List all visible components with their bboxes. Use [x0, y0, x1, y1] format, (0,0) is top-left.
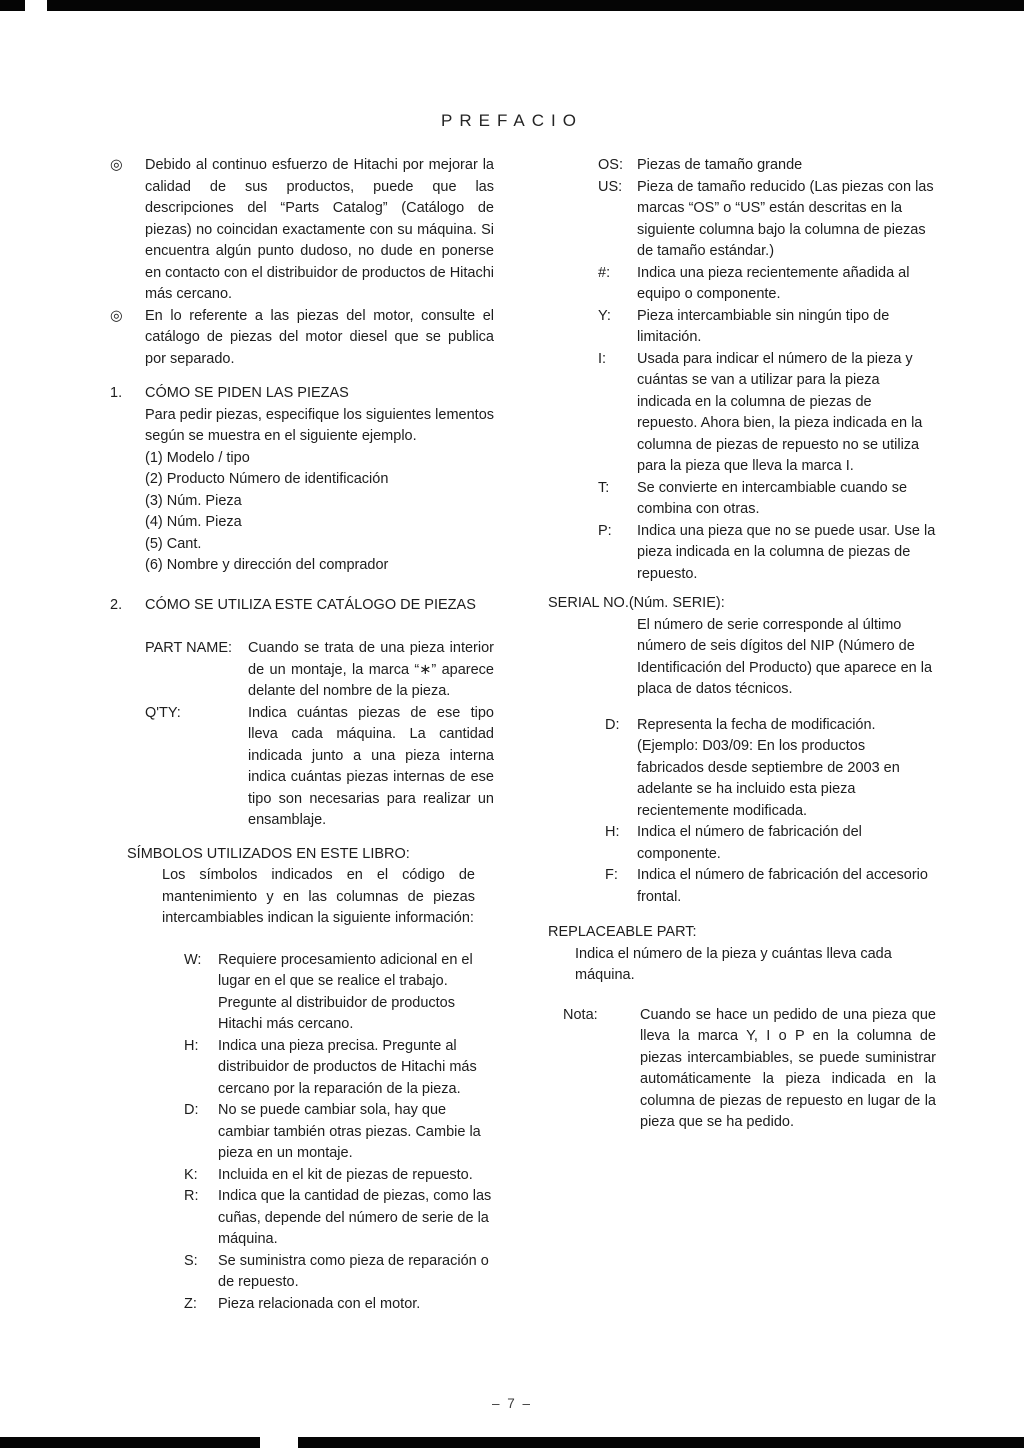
definition-term: H: [184, 1037, 199, 1054]
replaceable-heading: REPLACEABLE PART: [548, 924, 697, 940]
definition-desc: Pieza relacionada con el motor. [218, 1295, 421, 1312]
definition-desc: Indica una pieza que no se puede usar. Use la pieza indicada en la columna de piezas de repuesto. [637, 522, 936, 582]
definition-term: US: [598, 178, 623, 195]
definition-term: W: [184, 951, 202, 968]
definition-row [598, 177, 936, 263]
definition-desc: No se puede cambiar sola, hay que cambiar también otras piezas. Cambie la pieza en un montaje. [218, 1102, 481, 1161]
list-item: (2) Producto Número de identificación [145, 471, 389, 487]
definition-row [145, 703, 494, 832]
section-2 [110, 595, 494, 617]
definition-desc: Representa la fecha de modificación. (Ejemplo: D03/09: En los productos fabricados desde septiembre de 2003 en adelante se ha incluido esta pieza recientemente modificada. [637, 716, 900, 819]
paragraph-text: Debido al continuo esfuerzo de Hitachi por mejorar la calidad de sus productos, puede que las descripciones del “Parts Catalog” (Catálogo de piezas) no coincidan exactamente con su máquina. Si encuentra algún punto dudoso, no dude en ponerse en contacto con el distribuidor de productos de Hitachi más cercano. [145, 157, 495, 302]
definition-row [598, 478, 936, 521]
definition-row [598, 263, 936, 306]
definition-term: D: [184, 1102, 199, 1118]
definition-row [184, 1294, 494, 1316]
definition-term: R: [184, 1188, 199, 1204]
definition-desc: Usada para indicar el número de la pieza y cuántas se van a utilizar para la pieza indicada en la columna de piezas de repuesto. Ahora bien, la pieza indicada en la columna de piezas de repuesto no se utiliza para la pieza que lleva la marca I. [637, 350, 923, 474]
code-definitions [605, 715, 936, 909]
bullet-icon: ◎ [110, 157, 123, 173]
scan-edge-top-gap [25, 0, 47, 11]
list-item: (1) Modelo / tipo [145, 449, 250, 466]
definition-term: T: [598, 479, 610, 496]
scan-edge-bottom-gap [260, 1437, 298, 1448]
definition-row [145, 638, 494, 703]
note-section [563, 1005, 936, 1134]
definition-desc: Se convierte en intercambiable cuando se combina con otras. [637, 479, 908, 517]
definition-term: Q'TY: [145, 704, 181, 721]
bullet-paragraph [110, 306, 494, 371]
part-definitions [145, 638, 494, 832]
definition-desc: Indica una pieza precisa. Pregunte al distribuidor de productos de Hitachi más cercano por la reparación de la pieza. [218, 1037, 477, 1097]
definition-desc: Indica el número de fabricación del accesorio frontal. [637, 867, 928, 905]
definition-row [605, 865, 936, 908]
definition-row [184, 1165, 494, 1187]
section-heading: CÓMO SE PIDEN LAS PIEZAS [145, 385, 349, 401]
symbols-heading: SÍMBOLOS UTILIZADOS EN ESTE LIBRO: [127, 845, 410, 862]
definition-row [184, 1186, 494, 1251]
definition-row [184, 1251, 494, 1294]
replaceable-body: Indica el número de la pieza y cuántas lleva cada máquina. [575, 945, 892, 983]
definition-term: D: [605, 716, 620, 733]
definition-row [605, 822, 936, 865]
definition-term: #: [598, 264, 611, 281]
definition-desc: Indica el número de fabricación del componente. [637, 824, 862, 862]
mark-definitions [598, 155, 936, 585]
bullet-icon: ◎ [110, 307, 123, 324]
list-item: (3) Núm. Pieza [145, 492, 242, 509]
definition-term: PART NAME: [145, 640, 233, 656]
definition-term: F: [605, 867, 618, 883]
definition-term: S: [184, 1252, 198, 1269]
definition-row [598, 155, 936, 177]
definition-desc: Se suministra como pieza de reparación o de repuesto. [218, 1252, 489, 1290]
definition-term: H: [605, 824, 620, 840]
list-item: (6) Nombre y dirección del comprador [145, 557, 389, 573]
definition-term: Z: [184, 1295, 197, 1312]
definition-term: Y: [598, 307, 611, 324]
definition-row [605, 715, 936, 823]
section-heading: CÓMO SE UTILIZA ESTE CATÁLOGO DE PIEZAS [145, 596, 476, 613]
section-number: 2. [110, 596, 123, 613]
definition-row [184, 1100, 494, 1165]
symbols-intro: Los símbolos indicados en el código de mantenimiento y en las columnas de piezas intercambiables indican la siguiente información: [162, 867, 475, 926]
page-title: PREFACIO [441, 111, 583, 130]
left-column [110, 155, 494, 1315]
definition-desc: Indica una pieza recientemente añadida al equipo o componente. [637, 264, 910, 302]
bullet-paragraph [110, 155, 494, 306]
definition-desc: Incluida en el kit de piezas de repuesto. [218, 1166, 473, 1183]
serial-body: El número de serie corresponde al último número de seis dígitos del NIP (Número de Identificación del Producto) que aparece en la placa de datos técnicos. [637, 616, 933, 697]
definition-desc: Requiere procesamiento adicional en el lugar en el que se realice el trabajo. Pregunte al distribuidor de productos Hitachi más cercano. [218, 951, 473, 1032]
definition-term: P: [598, 522, 612, 539]
definition-row [184, 1036, 494, 1101]
section-number: 1. [110, 385, 123, 401]
note-label: Nota: [563, 1006, 598, 1023]
section-1 [110, 383, 494, 577]
definition-row [184, 950, 494, 1036]
scan-edge-bottom [0, 1437, 1024, 1448]
definition-desc: Indica cuántas piezas de ese tipo lleva cada máquina. La cantidad indicada junto a una pieza interna indica cuántas piezas internas de ese tipo son necesarias para realizar un ensamblaje. [248, 704, 494, 828]
definition-term: OS: [598, 157, 623, 173]
definition-row [598, 521, 936, 586]
scan-edge-top [0, 0, 1024, 11]
symbols-section [110, 844, 494, 930]
serial-heading: SERIAL NO.(Núm. SERIE): [548, 595, 725, 611]
symbol-definitions [184, 950, 494, 1316]
definition-desc: Indica que la cantidad de piezas, como las cuñas, depende del número de serie de la máquina. [218, 1188, 492, 1247]
serial-section [548, 593, 936, 701]
section-intro: Para pedir piezas, especifique los siguientes lementos según se muestra en el siguiente ejemplo. [145, 406, 495, 444]
list-item: (5) Cant. [145, 535, 202, 552]
definition-desc: Cuando se trata de una pieza interior de un montaje, la marca “∗” aparece delante del nombre de la pieza. [248, 640, 494, 699]
definition-row [598, 349, 936, 478]
page-number: – 7 – [491, 1396, 533, 1411]
right-column [548, 155, 936, 1134]
definition-desc: Pieza intercambiable sin ningún tipo de limitación. [637, 307, 890, 345]
definition-desc: Pieza de tamaño reducido (Las piezas con las marcas “OS” o “US” están descritas en la siguiente columna bajo la columna de piezas de tamaño estándar.) [637, 178, 934, 259]
note-text: Cuando se hace un pedido de una pieza que lleva la marca Y, I o P en la columna de piezas intercambiables, se puede suministrar automáticamente la pieza indicada en la columna de piezas de repuesto en lugar de la pieza que se ha pedido. [640, 1006, 936, 1130]
definition-term: I: [598, 350, 607, 367]
replaceable-part-section [548, 922, 936, 987]
paragraph-text: En lo referente a las piezas del motor, consulte el catálogo de piezas del motor diesel que se publica por separado. [145, 307, 494, 367]
definition-term: K: [184, 1166, 198, 1183]
list-item: (4) Núm. Pieza [145, 514, 242, 530]
section-body [145, 383, 494, 577]
definition-desc: Piezas de tamaño grande [637, 157, 803, 173]
definition-row [598, 306, 936, 349]
